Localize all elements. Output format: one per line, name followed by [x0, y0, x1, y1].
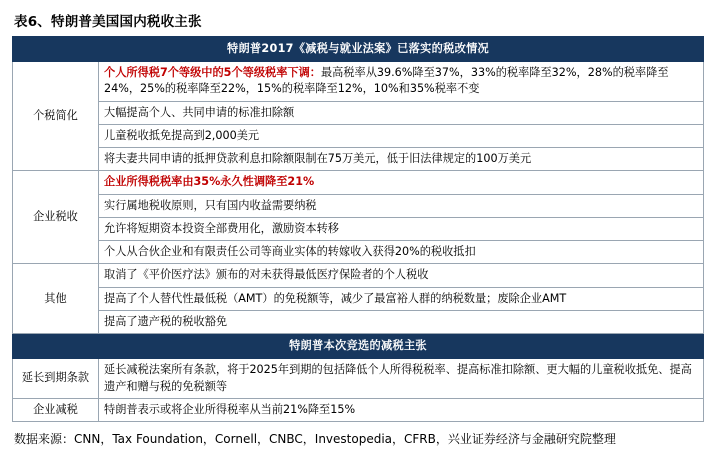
table-cell: 提高了遗产税的税收豁免 — [99, 310, 704, 333]
table-cell: 儿童税收抵免提高到2,000美元 — [99, 124, 704, 147]
source-note: 数据来源：CNN，Tax Foundation，Cornell，CNBC，Investopedia，CFRB，兴业证券经济与金融研究院整理 — [14, 431, 616, 446]
table-band-row-1 — [13, 37, 704, 62]
table-row — [13, 287, 704, 310]
table-row — [13, 101, 704, 124]
table-cell: 实行属地税收原则，只有国内收益需要纳税 — [99, 194, 704, 217]
table-row — [13, 359, 704, 398]
table-cell: 特朗普表示或将企业所得税率从当前21%降至15% — [99, 398, 704, 421]
table-body — [13, 37, 704, 422]
table-cell: 提高了个人替代性最低税（AMT）的免税额等，减少了最富裕人群的纳税数量；废除企业AMT — [99, 287, 704, 310]
table-row — [13, 124, 704, 147]
row-label-corporate-tax: 企业税收 — [13, 171, 99, 264]
table-cell: 个人从合伙企业和有限责任公司等商业实体的转嫁收入获得20%的税收抵扣 — [99, 241, 704, 264]
table-row — [13, 217, 704, 240]
table-cell: 取消了《平价医疗法》颁布的对未获得最低医疗保险者的个人税收 — [99, 264, 704, 287]
row-label-other: 其他 — [13, 264, 99, 334]
table-row — [13, 148, 704, 171]
table-cell: 允许将短期资本投资全部费用化，激励资本转移 — [99, 217, 704, 240]
figure-caption: 表6、特朗普美国国内税收主张 — [14, 14, 202, 30]
table-cell: 将夫妻共同申请的抵押贷款利息扣除额限制在75万美元，低于旧法律规定的100万美元 — [99, 148, 704, 171]
highlight-text: 企业所得税税率由35%永久性调降至21% — [104, 175, 315, 189]
highlight-text: 个人所得税7个等级中的5个等级税率下调： — [104, 66, 321, 80]
cell-text: 最高税率从39.6%降至37%，33%的税率降至32%，28%的税率降至24%，25%的税率降至22%，15%的税率降至12%，10%和35%税率不变 — [104, 66, 669, 96]
tax-proposals-table — [12, 36, 704, 422]
row-label-corporate-cut: 企业减税 — [13, 398, 99, 421]
table-row — [13, 194, 704, 217]
row-label-personal-tax: 个税简化 — [13, 62, 99, 171]
table-row — [13, 264, 704, 287]
band-header-campaign: 特朗普本次竞选的减税主张 — [13, 334, 704, 359]
table-cell — [99, 171, 704, 194]
row-label-extend-expiring: 延长到期条款 — [13, 359, 99, 398]
table-row — [13, 310, 704, 333]
table-row — [13, 62, 704, 101]
table-cell: 延长减税法案所有条款，将于2025年到期的包括降低个人所得税税率、提高标准扣除额、更大幅的儿童税收抵免、提高遗产和赠与税的免税额等 — [99, 359, 704, 398]
band-header-2017: 特朗普2017《减税与就业法案》已落实的税改情况 — [13, 37, 704, 62]
table-band-row-2 — [13, 334, 704, 359]
table-row — [13, 171, 704, 194]
table-cell — [99, 62, 704, 101]
table-cell: 大幅提高个人、共同申请的标准扣除额 — [99, 101, 704, 124]
table-row — [13, 398, 704, 421]
table-row — [13, 241, 704, 264]
